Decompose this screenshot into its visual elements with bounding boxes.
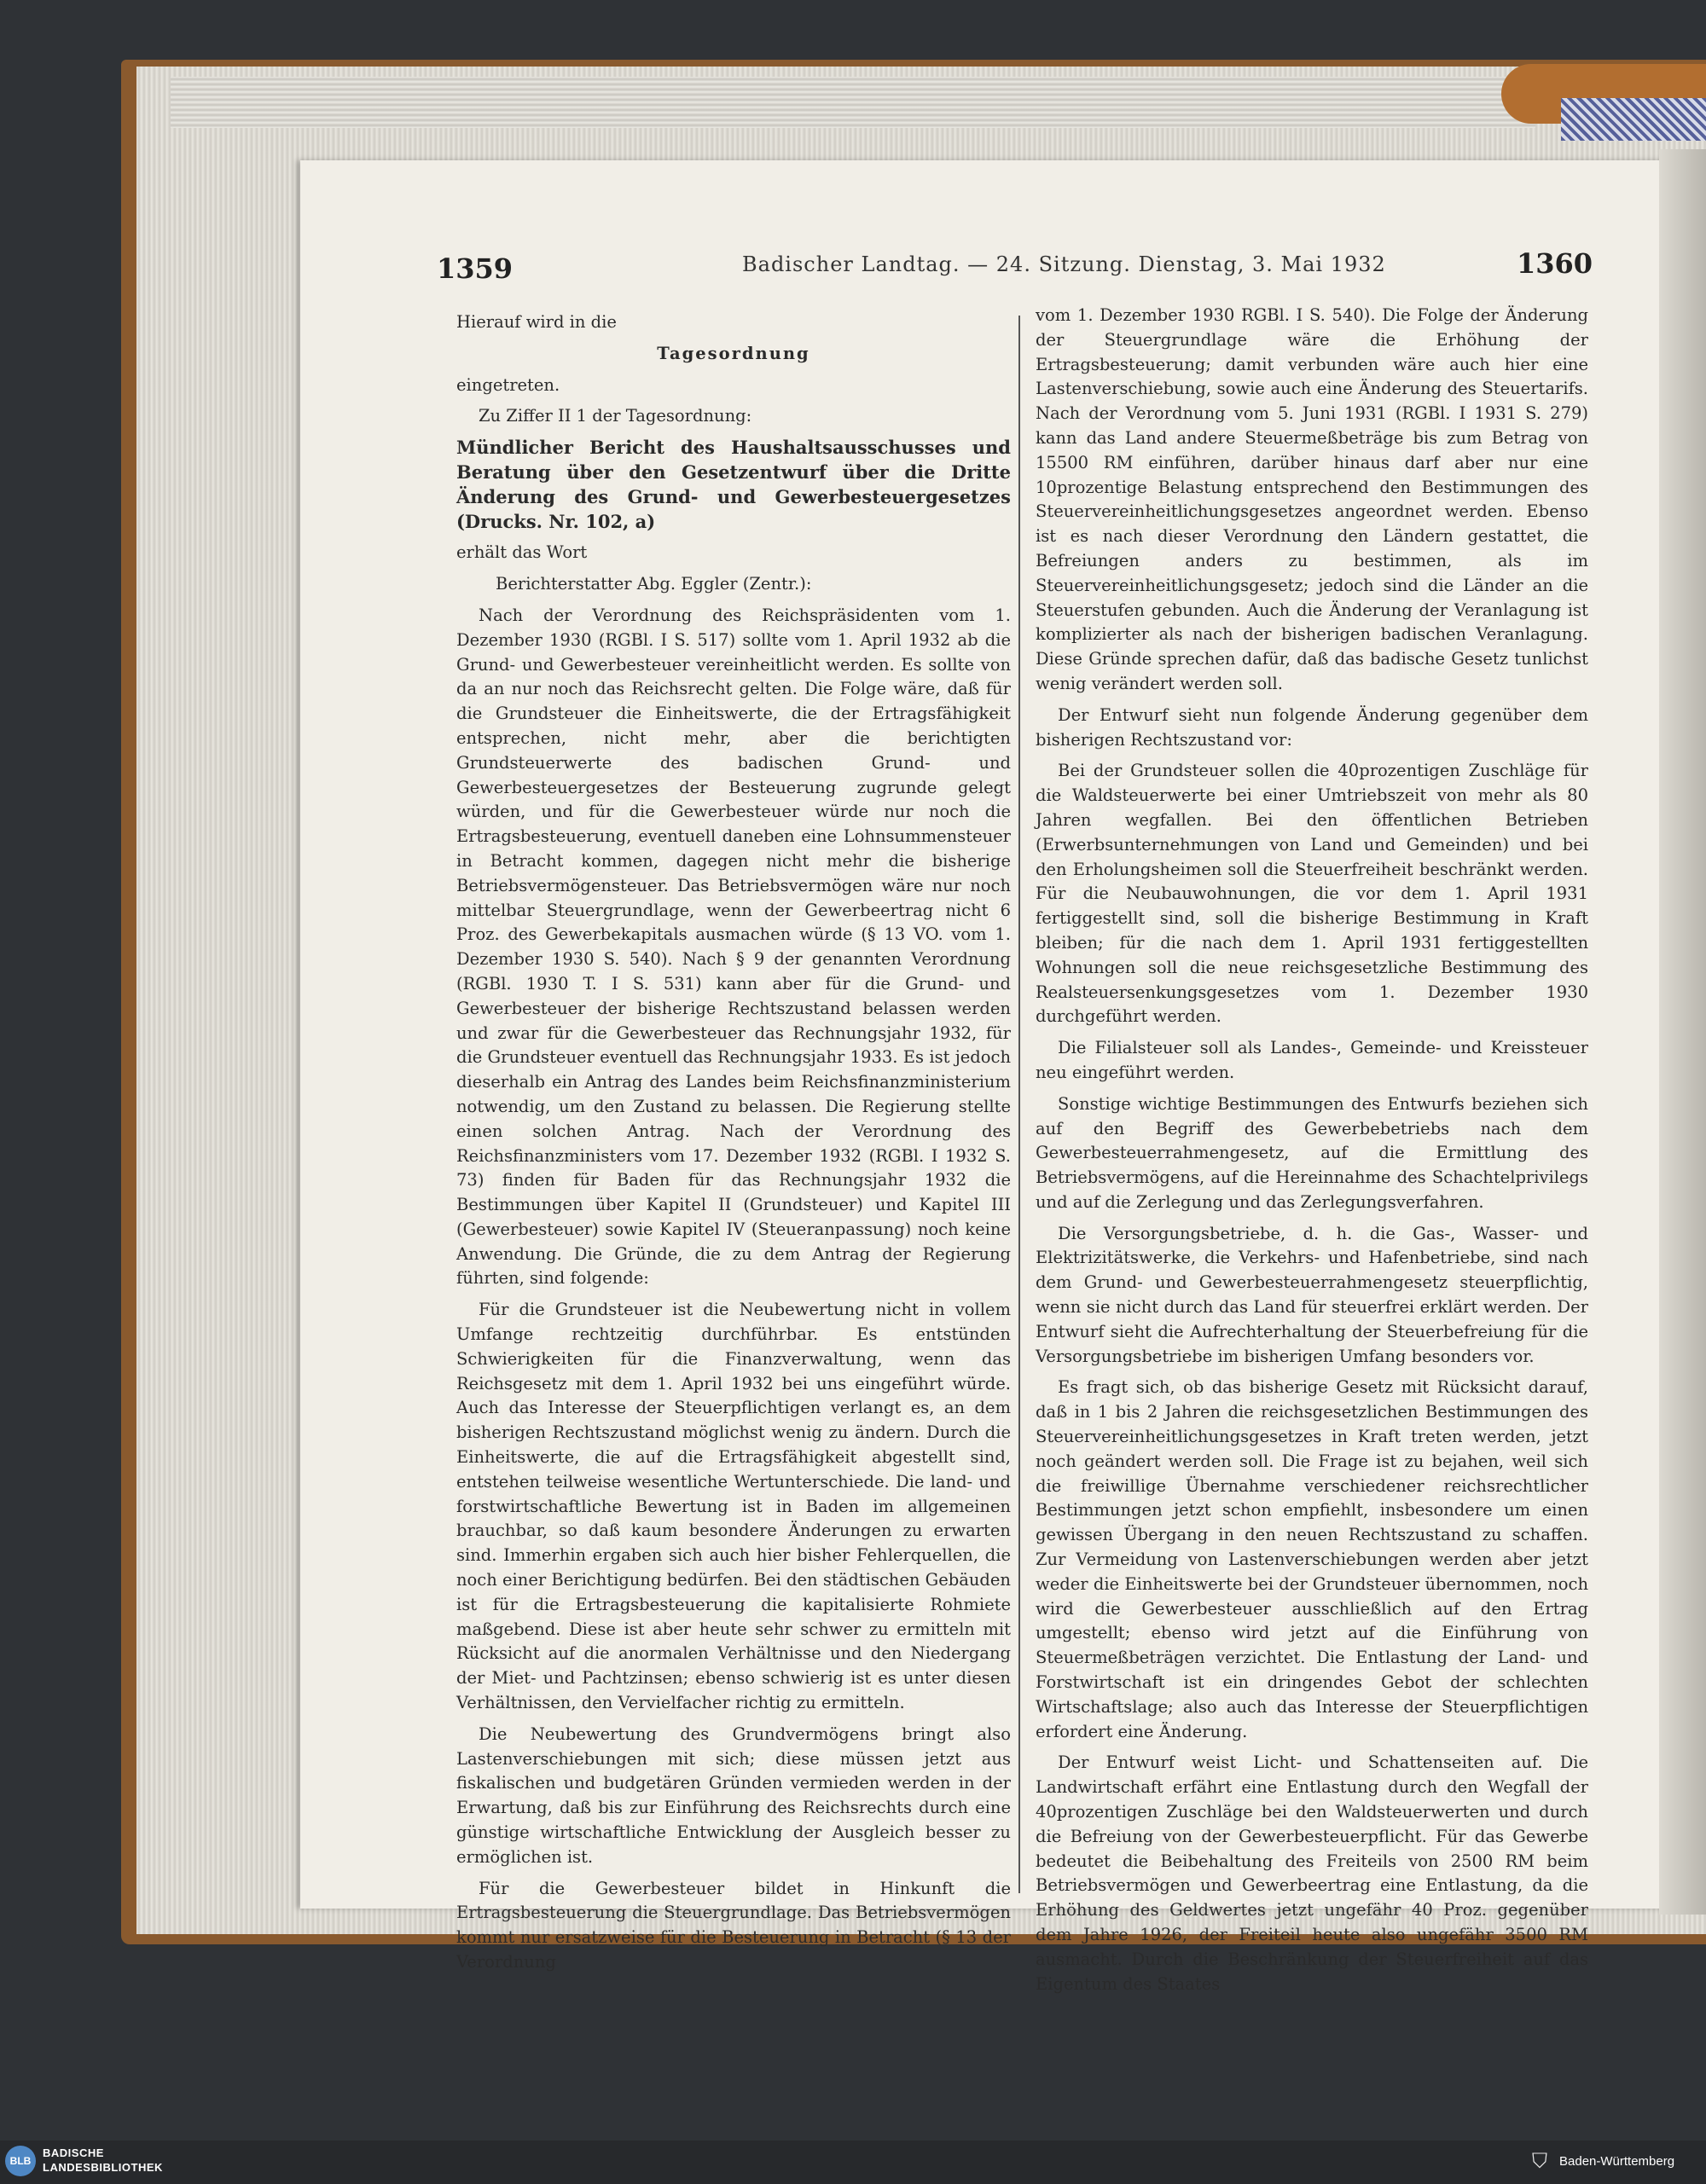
left-column xyxy=(456,310,1011,1982)
column-divider xyxy=(1018,316,1020,1893)
paragraph: Die Neubewertung des Grundvermögens bringt also Lastenverschiebungen mit sich; diese müssen jetzt aus fiskalischen und budgetären Gründen vermieden werden in der Erwartung, daß bis zur Einführung des Reichsrechts durch eine günstige wirtschaftliche Entwicklung der Ausgleich besser zu ermöglichen ist. xyxy=(456,1723,1011,1867)
paragraph: Die Filialsteuer soll als Landes-, Gemeinde- und Kreissteuer neu eingeführt werden. xyxy=(1036,1038,1588,1082)
paragraph: Bei der Grundsteuer sollen die 40prozentigen Zuschläge für die Waldsteuerwerte bei einer Umtriebszeit von mehr als 80 Jahren wegfallen. Bei den öffentlichen Betrieben (Erwerbsunternehmungen von Land und Gemeinden) und bei den Erholungsheimen soll die Steuerfreiheit beschränkt werden. Für die Neubauwohnungen, die vor dem 1. April 1931 fertiggestellt sind, soll die bisherige Bestimmung in Kraft bleiben; für die nach dem 1. April 1931 fertiggestellten Wohnungen soll die neue reichsgesetzliche Bestimmung des Realsteuersenkungsgesetzes vom 1. Dezember 1930 durchgeführt werden. xyxy=(1036,761,1588,1027)
page-curl-shade xyxy=(1659,149,1706,1915)
paragraph: Die Versorgungsbetriebe, d. h. die Gas-, Wasser- und Elektrizitätswerke, die Verkehrs- und Hafenbetriebe, sind nach dem Grund- und Gewerbesteuerrahmengesetz steuerpflichtig, wenn sie nicht durch das Land für steuerfrei erklärt werden. Der Entwurf sieht die Aufrechterhaltung der Steuerbefreiung für die Versorgungsbetriebe im bisherigen Umfang besonders vor. xyxy=(1036,1223,1588,1366)
paragraph: Der Entwurf sieht nun folgende Änderung gegenüber dem bisherigen Rechtszustand vor: xyxy=(1036,704,1588,750)
blb-label-line2: LANDESBIBLIOTHEK xyxy=(43,2161,163,2174)
paragraph: Es fragt sich, ob das bisherige Gesetz mit Rücksicht darauf, daß in 1 bis 2 Jahren die reichsgesetzlichen Bestimmungen des Steuervereinheitlichungsgesetzes in Kraft treten werden, jetzt noch geändert werden soll. Die Frage ist zu bejahen, weil sich die freiwillige Übernahme verschiedener reichsrechtlicher Bestimmungen jetzt schon empfiehlt, insbesondere um einen gewissen Übergang in den neuen Rechtszustand zu schaffen. Zur Vermeidung von Lastenverschiebungen werden aber jetzt weder die Einheitswerte bei der Grundsteuer übernommen, noch wird die Gewerbesteuer ausschließlich auf den Ertrag umgestellt; ebenso wird jetzt auf die Einführung von Steuermeßbeträgen verzichtet. Die Entlastung der Land- und Forstwirtschaft ist ein dringendes Gebot der schlechten Wirtschaftslage; also auch das Interesse der Steuerpflichtigen erfordert eine Änderung. xyxy=(1036,1377,1588,1741)
blb-label-line1: BADISCHE xyxy=(43,2146,104,2159)
bookmark-cloth xyxy=(1561,98,1706,141)
blb-logo-icon[interactable]: BLB xyxy=(5,2146,36,2176)
footer-bar xyxy=(0,2141,1706,2184)
paragraph: Für die Grundsteuer ist die Neubewertung nicht in vollem Umfange rechtzeitig durchführbar. Es entstünden Schwierigkeiten für die Finanzverwaltung, wenn das Reichsgesetz mit dem 1. April 1932 bei uns eingeführt würde. Auch das Interesse der Steuerpflichtigen verlangt es, an dem bisherigen Rechtszustand möglichst wenig zu ändern. Durch die Einheitswerte, die auf die Ertragsfähigkeit abgestellt sind, entstehen teilweise wesentliche Wertunterschiede. Die land- und forstwirtschaftliche Bewertung ist in Baden im allgemeinen brauchbar, so daß kaum besondere Änderungen zu erwarten sind. Immerhin ergaben sich auch hier bisher Fehlerquellen, die noch einer Berichtigung bedürfen. Bei den städtischen Gebäuden ist für die Ertragsbesteuerung die kapitalisierte Rohmiete maßgebend. Diese ist aber heute sehr schwer zu ermitteln mit Rücksicht auf die anormalen Verhältnisse und den Niedergang der Miet- und Pachtzinsen; ebenso schwierig ist es unter diesen Verhältnissen, den Vervielfacher richtig zu ermitteln. xyxy=(456,1300,1011,1713)
speaker-line: Berichterstatter Abg. Eggler (Zentr.): xyxy=(496,574,812,594)
paragraph: Nach der Verordnung des Reichspräsidenten vom 1. Dezember 1930 (RGBl. I S. 517) sollte vom 1. April 1932 ab die Grund- und Gewerbesteuer vereinheitlicht werden. Es sollte von da an nur noch das Reichsrecht gelten. Die Folge wäre, daß für die Grundsteuer die Einheitswerte, die der Ertragsfähigkeit entsprechen, nicht mehr, aber die berichtigten Grundsteuerwerte des badischen Grund- und Gewerbesteuergesetzes der Besteuerung zugrunde gelegt würden, und für die Gewerbesteuer würde nur noch die Ertragsbesteuerung, eventuell daneben eine Lohnsummensteuer in Betracht kommen, dagegen nicht mehr die bisherige Betriebsvermögensteuer. Das Betriebsvermögen wäre nur noch mittelbar Steuergrundlage, wenn der Gewerbeertrag nicht 6 Proz. des Gewerbekapitals ausmachen würde (§ 13 VO. vom 1. Dezember 1930 S. 540). Nach § 9 der genannten Verordnung (RGBl. 1930 T. I S. 531) kann aber für die Grund- und Gewerbesteuer der bisherige Rechtszustand belassen werden und zwar für die Gewerbesteuer das Rechnungsjahr 1932, für die Grundsteuer eventuell das Rechnungsjahr 1933. Es ist jedoch dieserhalb ein Antrag des Landes beim Reichsfinanzministerium notwendig, um den Zustand zu belassen. Die Regierung stellte einen solchen Antrag. Nach der Verordnung des Reichsfinanzministers vom 17. Dezember 1932 (RGBl. I 1932 S. 73) finden für Baden für das Rechnungsjahr 1932 die Bestimmungen über Kapitel II (Grundsteuer) und Kapitel III (Gewerbesteuer) sowie Kapitel IV (Steueranpassung) noch keine Anwendung. Die Gründe, die zu dem Antrag der Regierung führten, sind folgende: xyxy=(456,605,1011,1289)
paragraph: eingetreten. xyxy=(456,374,560,395)
paragraph: erhält das Wort xyxy=(456,542,588,563)
right-column xyxy=(1036,304,1588,2003)
paragraph: Zu Ziffer II 1 der Tagesordnung: xyxy=(479,406,752,426)
paragraph: Für die Gewerbesteuer bildet in Hinkunft die Ertragsbesteuerung die Steuergrundlage. Das Betriebsvermögen kommt nur ersatzweise für die Besteuerung in Betracht (§ 13 der Verordnung xyxy=(456,1878,1011,1972)
paragraph: Hierauf wird in die xyxy=(456,312,617,332)
paragraph: Der Entwurf weist Licht- und Schattenseiten auf. Die Landwirtschaft erfährt eine Entlastung durch den Wegfall der 40prozentigen Zuschläge bei den Waldsteuerwerten und durch die Befreiung von der Gewerbesteuerpflicht. Für das Gewerbe bedeutet die Beibehaltung des Freiteils von 2500 RM beim Betriebsvermögen und Gewerbeertrag eine Entlastung, da die Erhöhung des Geldwertes jetzt ungefähr 40 Proz. gegenüber dem Jahre 1926, der Freiteil heute also ungefähr 3500 RM ausmacht. Durch die Beschränkung der Steuerfreiheit auf das Eigentum des Staates xyxy=(1036,1752,1588,1994)
paragraph: vom 1. Dezember 1930 RGBl. I S. 540). Die Folge der Änderung der Steuergrundlage wäre die Erhöhung der Ertragsbesteuerung; damit verbunden wäre auch hier eine Lastenverschiebung, sowie auch eine Änderung des Steuertarifs. Nach der Verordnung vom 5. Juni 1931 (RGBl. I 1931 S. 279) kann das Land andere Steuermeßbeträge bis zum Betrag von 15500 RM einführen, darüber hinaus darf aber nur eine 10prozentige Belastung entsprechend den Bestimmungen des Steuervereinheitlichungsgesetzes angeordnet werden. Ebenso ist es nach dieser Verordnung den Ländern gestattet, die Befreiungen anders zu bestimmen, als im Steuervereinheitlichungsgesetz; jedoch sind die Länder an die Steuerstufen gebunden. Auch die Änderung der Veranlagung ist komplizierter als nach der bisherigen badischen Veranlagung. Diese Gründe sprechen dafür, daß das badische Gesetz tunlichst wenig verändert werden soll. xyxy=(1036,305,1588,693)
section-heading: Tagesordnung xyxy=(657,343,810,363)
page-number-left: 1359 xyxy=(437,252,514,285)
running-head: Badischer Landtag. — 24. Sitzung. Dienstag, 3. Mai 1932 xyxy=(742,252,1386,276)
agenda-item-title: Mündlicher Bericht des Haushaltsausschusses und Beratung über den Gesetzentwurf über die Dritte Änderung des Grund- und Gewerbesteuergesetzes (Drucks. Nr. 102, a) xyxy=(456,437,1011,532)
bw-crest-icon: ⛉ xyxy=(1532,2149,1547,2173)
bw-label[interactable]: Baden-Württemberg xyxy=(1559,2154,1675,2169)
paragraph: Sonstige wichtige Bestimmungen des Entwurfs beziehen sich auf den Begriff des Gewerbebetriebs nach dem Gewerbesteuerrahmengesetz, auf die Ermittlung des Betriebsvermögens, auf die Hereinnahme des Schachtelprivilegs und auf die Zerlegung und das Zerlegungsverfahren. xyxy=(1036,1093,1588,1212)
page-number-right: 1360 xyxy=(1517,247,1593,280)
blb-label[interactable] xyxy=(43,2146,163,2175)
page-stack-top xyxy=(171,77,1535,128)
